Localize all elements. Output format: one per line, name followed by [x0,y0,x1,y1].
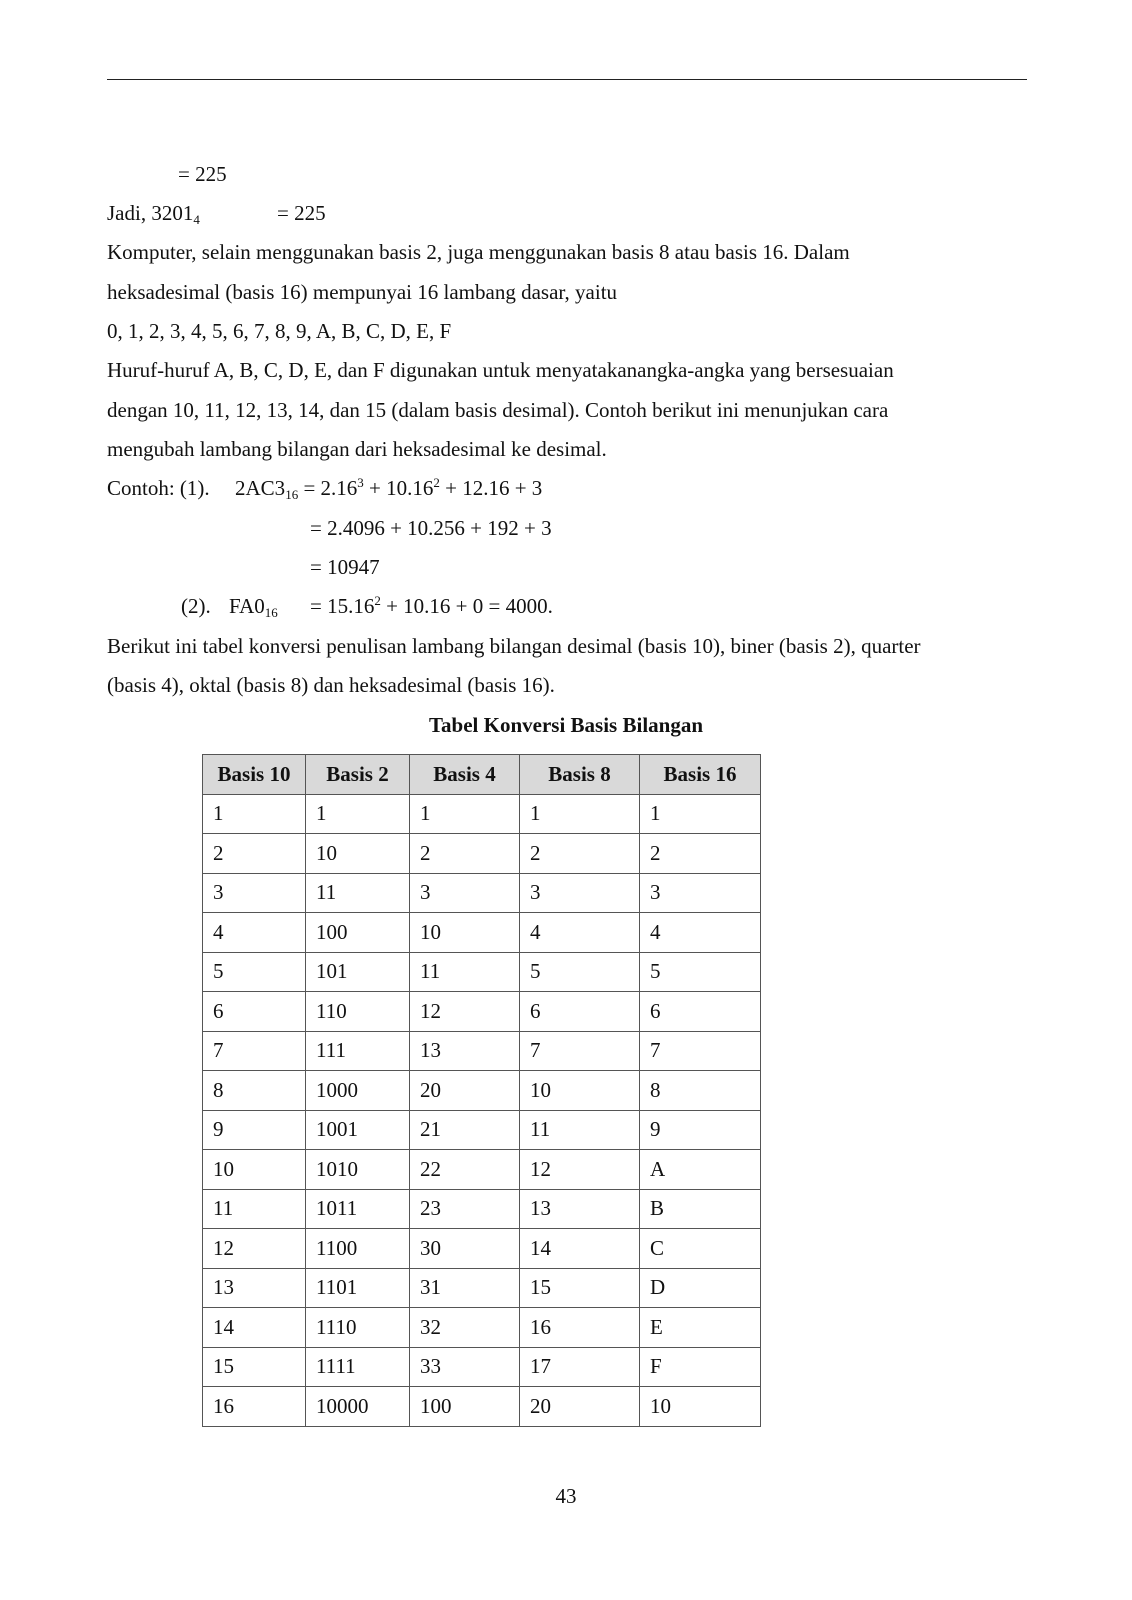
table-cell: 100 [306,913,410,953]
equation-result: = 225 [178,162,227,186]
table-row [203,1110,761,1150]
table-header-cell: Basis 2 [306,755,410,795]
table-cell: 7 [640,1031,761,1071]
table-cell: 13 [410,1031,520,1071]
table-cell: 16 [520,1308,640,1348]
table-cell: 32 [410,1308,520,1348]
example-1-line-1 [107,475,543,502]
example-1-line-2: = 2.4096 + 10.256 + 192 + 3 [310,516,552,540]
example-1-exp-1: 3 [357,475,364,490]
example-1-label: Contoh: (1). [107,476,210,500]
paragraph-line: Berikut ini tabel konversi penulisan lambang bilangan desimal (basis 10), biner (basis 2), quarter [107,634,921,658]
table-cell: 7 [203,1031,306,1071]
example-2-exp: 2 [374,593,381,608]
table-row [203,873,761,913]
example-2-subscript: 16 [264,605,278,620]
table-cell: 10 [410,913,520,953]
table-body [203,794,761,1426]
table-cell: 8 [203,1071,306,1111]
table-caption: Tabel Konversi Basis Bilangan [428,713,704,737]
table-cell: 9 [203,1110,306,1150]
table-cell: 2 [640,834,761,874]
table-header-cell: Basis 4 [410,755,520,795]
conclusion-subscript: 4 [193,212,200,227]
table-cell: 14 [203,1308,306,1348]
table-cell: C [640,1229,761,1269]
table-row [203,1268,761,1308]
table-row [203,834,761,874]
table-cell: 1 [410,794,520,834]
table-cell: 33 [410,1347,520,1387]
example-1-term-b: + 10.16 [363,476,434,500]
table-cell: 10 [640,1387,761,1427]
table-cell: 13 [203,1268,306,1308]
table-cell: A [640,1150,761,1190]
table-cell: 11 [306,873,410,913]
table-cell: 21 [410,1110,520,1150]
table-cell: 2 [410,834,520,874]
table-cell: 10 [520,1071,640,1111]
paragraph-line: Komputer, selain menggunakan basis 2, juga menggunakan basis 8 atau basis 16. Dalam [107,240,850,264]
conclusion-line [107,200,326,227]
table-row [203,992,761,1032]
table-cell: 1111 [306,1347,410,1387]
table-header-cell: Basis 10 [203,755,306,795]
table-cell: 3 [520,873,640,913]
table-cell: 111 [306,1031,410,1071]
paragraph-line: heksadesimal (basis 16) mempunyai 16 lambang dasar, yaitu [107,280,618,304]
conversion-table [202,754,761,1427]
table-row [203,913,761,953]
table-cell: 2 [203,834,306,874]
table-cell: 14 [520,1229,640,1269]
table-cell: 1001 [306,1110,410,1150]
table-cell: 6 [640,992,761,1032]
example-2-expression [229,593,278,619]
table-cell: 20 [520,1387,640,1427]
table-cell: 101 [306,952,410,992]
table-cell: 1011 [306,1189,410,1229]
table-cell: 11 [203,1189,306,1229]
table-cell: 15 [203,1347,306,1387]
table-row [203,1347,761,1387]
table-cell: 7 [520,1031,640,1071]
table-cell: 1010 [306,1150,410,1190]
example-1-expression [235,475,542,501]
table-cell: 11 [410,952,520,992]
table-cell: B [640,1189,761,1229]
table-cell: 23 [410,1189,520,1229]
example-1-exp-2: 2 [433,475,440,490]
example-2-term-a: = 15.16 [310,594,375,618]
table-cell: 4 [203,913,306,953]
table-row [203,1071,761,1111]
example-2-line [181,593,553,620]
table-cell: 1 [520,794,640,834]
table-header-cell: Basis 16 [640,755,761,795]
table-cell: 11 [520,1110,640,1150]
table-cell: 10 [203,1150,306,1190]
table-cell: 10 [306,834,410,874]
table-cell: 3 [410,873,520,913]
table-cell: 3 [640,873,761,913]
table-cell: 5 [640,952,761,992]
table-cell: 3 [203,873,306,913]
table-cell: 6 [203,992,306,1032]
conclusion-equals: = 225 [277,201,326,225]
table-cell: 5 [203,952,306,992]
table-cell: 1110 [306,1308,410,1348]
table-cell: 17 [520,1347,640,1387]
table-row [203,1189,761,1229]
table-cell: 1 [640,794,761,834]
table-cell: 1101 [306,1268,410,1308]
example-1-term-a: = 2.16 [298,476,358,500]
table-header-cell: Basis 8 [520,755,640,795]
table-cell: 1 [306,794,410,834]
table-cell: 110 [306,992,410,1032]
table-cell: 12 [520,1150,640,1190]
table-row [203,1031,761,1071]
example-1-number: 2AC3 [235,476,286,500]
table-row [203,1308,761,1348]
page-number: 43 [555,1484,577,1508]
table-cell: 12 [203,1229,306,1269]
table-row [203,794,761,834]
table-cell: 8 [640,1071,761,1111]
example-2-label: (2). [181,594,211,618]
example-1-line-3: = 10947 [310,555,380,579]
table-row [203,1387,761,1427]
paragraph-line: Huruf-huruf A, B, C, D, E, dan F digunakan untuk menyatakanangka-angka yang bersesuaian [107,358,894,382]
example-2-number: FA0 [229,594,265,618]
example-1-term-c: + 12.16 + 3 [439,476,543,500]
table-cell: 12 [410,992,520,1032]
table-cell: 22 [410,1150,520,1190]
table-cell: 9 [640,1110,761,1150]
table-cell: 10000 [306,1387,410,1427]
table-cell: 15 [520,1268,640,1308]
table-row [203,1229,761,1269]
table-cell: F [640,1347,761,1387]
example-1-subscript: 16 [285,487,299,502]
paragraph-line: (basis 4), oktal (basis 8) dan heksadesimal (basis 16). [107,673,555,697]
table-cell: 16 [203,1387,306,1427]
table-row [203,952,761,992]
table-header-row [203,755,761,795]
table-cell: 31 [410,1268,520,1308]
table-cell: 1 [203,794,306,834]
conclusion-text: Jadi, 3201 [107,201,194,225]
paragraph-line: dengan 10, 11, 12, 13, 14, dan 15 (dalam basis desimal). Contoh berikut ini menunjukan cara [107,398,889,422]
table-cell: 1000 [306,1071,410,1111]
table-cell: 100 [410,1387,520,1427]
table-cell: 5 [520,952,640,992]
paragraph-line: mengubah lambang bilangan dari heksadesimal ke desimal. [107,437,607,461]
table-cell: 4 [520,913,640,953]
table-cell: 4 [640,913,761,953]
example-2-term-b: + 10.16 + 0 = 4000. [380,594,553,618]
table-cell: D [640,1268,761,1308]
table-cell: 1100 [306,1229,410,1269]
table-cell: 13 [520,1189,640,1229]
table-cell: 6 [520,992,640,1032]
header-rule [107,79,1027,80]
table-cell: E [640,1308,761,1348]
table-cell: 20 [410,1071,520,1111]
table-row [203,1150,761,1190]
table-cell: 2 [520,834,640,874]
table-cell: 30 [410,1229,520,1269]
hex-symbols-line: 0, 1, 2, 3, 4, 5, 6, 7, 8, 9, A, B, C, D, E, F [107,319,452,343]
example-2-result [310,593,553,619]
